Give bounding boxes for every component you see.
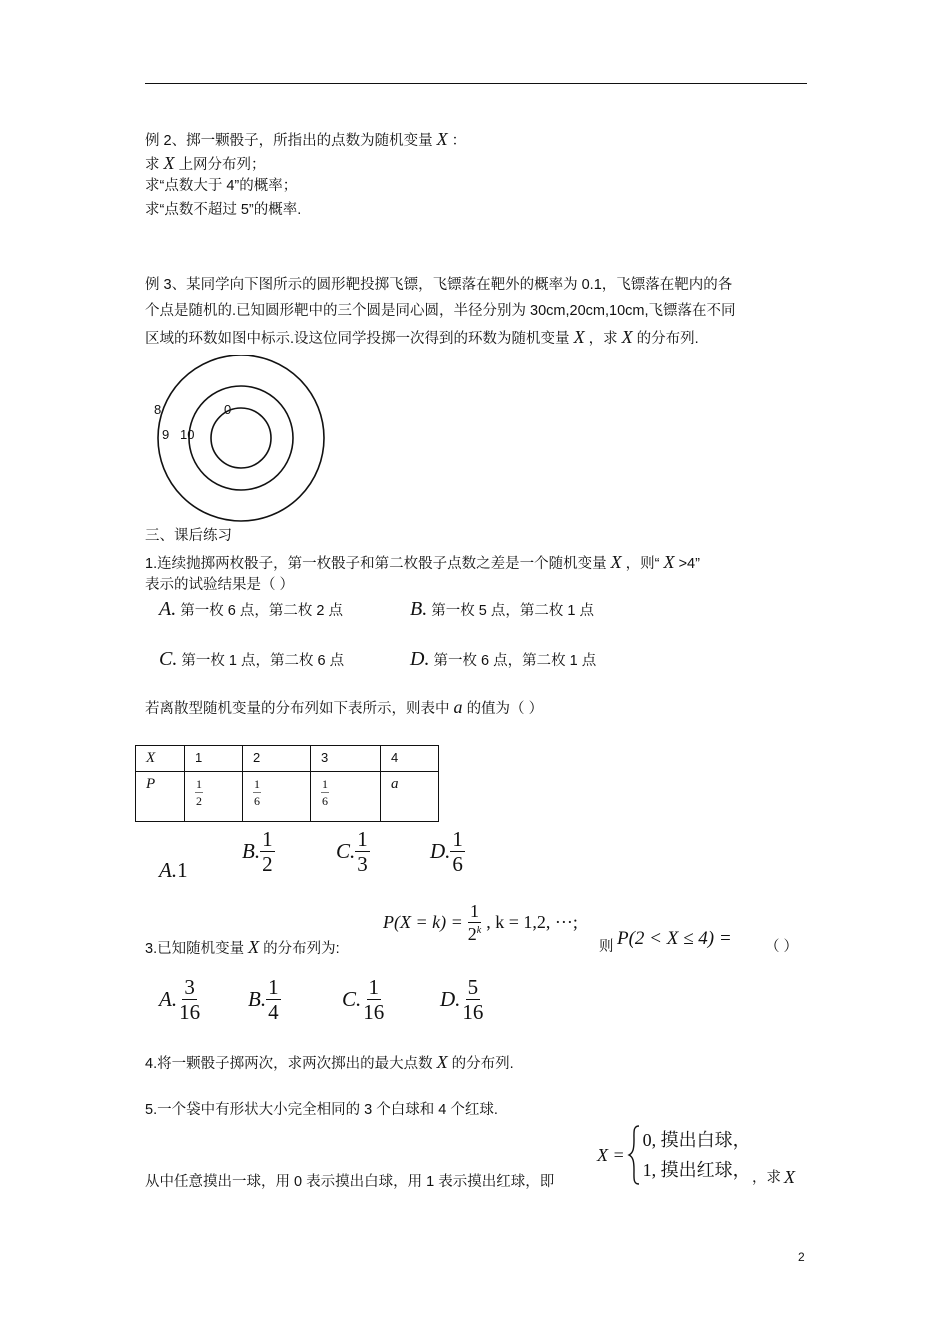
target-diagram xyxy=(140,355,340,525)
q1-option-a-letter: A. xyxy=(159,598,177,620)
ring-label-10: 10 xyxy=(180,427,195,442)
q1-option-d-letter: D. xyxy=(410,648,430,670)
ex3-line2: 个点是随机的.已知圆形靶中的三个圆是同心圆，半径分别为 30cm,20cm,10cm,飞镖落在不同 xyxy=(145,303,736,319)
q1-option-b[interactable] xyxy=(410,598,594,621)
q3-prob: P(2 < X ≤ 4) = xyxy=(617,928,732,949)
q3-paren: （ ） xyxy=(765,939,799,955)
q5-tail-var: X xyxy=(784,1167,795,1187)
left-brace-icon xyxy=(627,1124,641,1186)
q1-option-c-letter: C. xyxy=(159,648,178,670)
table-cell: 4 xyxy=(381,746,439,772)
q3-option-c-letter: C. xyxy=(342,987,362,1012)
q2-stem-var: a xyxy=(453,697,463,717)
q5-line2: 从中任意摸出一球，用 0 表示摸出白球，用 1 表示摸出红球，即 xyxy=(145,1174,555,1190)
q1-line1-b: ，则“ xyxy=(625,556,660,572)
q4-text xyxy=(145,1052,514,1074)
q2-option-a-letter: A. xyxy=(159,858,178,882)
ex3-line3-c: 的分布列. xyxy=(636,331,699,347)
ex3-var1: X xyxy=(573,327,585,347)
q2-option-d[interactable]: D. 1 6 xyxy=(430,827,463,877)
q5-line1: 5.一个袋中有形状大小完全相同的 3 个白球和 4 个红球. xyxy=(145,1102,498,1118)
q2-stem xyxy=(145,697,543,719)
ex2-var: X xyxy=(436,129,448,149)
table-cell: 2 xyxy=(243,746,311,772)
ex2-q1-pre: 求 xyxy=(145,157,160,173)
q1-option-b-text: 第一枚 5 点，第二枚 1 点 xyxy=(431,603,594,619)
ex3-line3 xyxy=(145,327,699,349)
q4-var: X xyxy=(436,1052,448,1072)
table-cell: 1 xyxy=(185,746,243,772)
header-rule xyxy=(145,83,807,84)
q4-text-a: 4.将一颗骰子掷两次，求两次掷出的最大点数 xyxy=(145,1056,433,1072)
q3-formula-right: , k = 1,2, ···; xyxy=(486,912,578,932)
q1-line1-c: >4” xyxy=(678,556,700,572)
ex2-line4: 求“点数不超过 5”的概率. xyxy=(145,202,302,218)
table-head-x: X xyxy=(136,746,185,772)
q3-formula-num: 1 xyxy=(469,901,479,921)
q2-option-c[interactable]: C. 1 3 xyxy=(336,827,368,877)
q4-text-b: 的分布列. xyxy=(451,1056,514,1072)
q3-option-d[interactable]: D. 5 16 xyxy=(440,975,484,1025)
table-row xyxy=(136,746,439,772)
q3-option-b[interactable]: B. 1 4 xyxy=(248,975,279,1025)
ring-label-8: 8 xyxy=(154,402,162,417)
q2-option-b[interactable]: B. 1 2 xyxy=(242,827,273,877)
ex3-line1: 例 3、某同学向下图所示的圆形靶投掷飞镖，飞镖落在靶外的概率为 0.1，飞镖落在靶内的各 xyxy=(145,277,733,293)
q1-option-d-text: 第一枚 6 点，第二枚 1 点 xyxy=(433,653,597,669)
q3-option-a-letter: A. xyxy=(159,987,178,1012)
q3-formula-den: 2 xyxy=(467,924,477,944)
q3-stem-b: 的分布列为: xyxy=(263,941,340,957)
q3-formula xyxy=(383,902,578,943)
page-number: 2 xyxy=(798,1250,805,1264)
q2-option-a-value: 1 xyxy=(177,858,188,882)
table-head-p: P xyxy=(136,772,185,822)
q5-case2: 1, 摸出红球， xyxy=(642,1160,751,1180)
q2-option-d-letter: D. xyxy=(430,839,451,864)
ex3-var2: X xyxy=(621,327,633,347)
target-inner-ring xyxy=(211,408,271,468)
q1-option-b-letter: B. xyxy=(410,598,428,620)
q3-stem-var: X xyxy=(248,937,260,957)
q3-formula-left: P(X = k) = xyxy=(383,912,463,932)
q3-option-a[interactable]: A. 3 16 xyxy=(159,975,201,1025)
q1-line1 xyxy=(145,552,700,574)
table-row xyxy=(136,772,439,822)
q3-option-c[interactable]: C. 1 16 xyxy=(342,975,385,1025)
ex2-q1-var: X xyxy=(163,153,175,173)
q2-stem-a: 若离散型随机变量的分布列如下表所示，则表中 xyxy=(145,701,450,717)
q5-case1: 0, 摸出白球， xyxy=(642,1130,751,1150)
q1-var2: X xyxy=(663,552,675,572)
q1-option-c-text: 第一枚 1 点，第二枚 6 点 xyxy=(181,653,345,669)
q3-option-b-letter: B. xyxy=(248,987,267,1012)
ex2-suffix: ： xyxy=(451,133,467,149)
q3-stem xyxy=(145,937,340,959)
q3-stem-a: 3.已知随机变量 xyxy=(145,941,245,957)
q3-then: 则 xyxy=(599,939,614,955)
q5-tail xyxy=(752,1167,795,1188)
table-cell: a xyxy=(381,772,439,822)
target-middle-ring xyxy=(189,386,293,490)
q2-option-c-letter: C. xyxy=(336,839,356,864)
ex2-line3: 求“点数大于 4”的概率； xyxy=(145,178,298,194)
ring-label-9: 9 xyxy=(162,427,170,442)
q1-var: X xyxy=(610,552,622,572)
ex3-line3-b: ，求 xyxy=(588,331,618,347)
q3-option-d-letter: D. xyxy=(440,987,461,1012)
table-cell: $\frac{1}{2}$ xyxy=(185,772,243,822)
ex2-q1-post: 上网分布列； xyxy=(178,157,266,173)
q5-piece-var: X = xyxy=(597,1144,625,1165)
q5-piecewise xyxy=(597,1124,751,1186)
q1-line1-a: 1.连续抛掷两枚骰子，第一枚骰子和第二枚骰子点数之差是一个随机变量 xyxy=(145,556,607,572)
table-cell: $\frac{1}{6}$ xyxy=(311,772,381,822)
q2-stem-b: 的值为（ ） xyxy=(466,701,544,717)
ex2-line1 xyxy=(145,129,466,151)
q2-option-b-letter: B. xyxy=(242,839,261,864)
q3-formula-exp: k xyxy=(476,925,482,936)
q5-tail-a: ，求 xyxy=(752,1169,781,1186)
table-cell: $\frac{1}{6}$ xyxy=(243,772,311,822)
q1-option-a-text: 第一枚 6 点，第二枚 2 点 xyxy=(180,603,343,619)
q1-option-a[interactable] xyxy=(159,598,343,621)
ex3-line3-a: 区域的环数如图中标示.设这位同学投掷一次得到的环数为随机变量 xyxy=(145,331,570,347)
q1-option-d[interactable] xyxy=(410,648,596,671)
distribution-table xyxy=(135,745,439,822)
ring-label-0: 0 xyxy=(224,402,232,417)
ex2-line2 xyxy=(145,153,266,175)
q1-option-c[interactable] xyxy=(159,648,344,671)
q1-line2: 表示的试验结果是（ ） xyxy=(145,577,295,593)
ex2-prefix: 例 2、掷一颗骰子，所指出的点数为随机变量 xyxy=(145,133,433,149)
section3-title: 三、课后练习 xyxy=(145,528,232,544)
q2-option-a[interactable] xyxy=(159,858,188,883)
table-cell: 3 xyxy=(311,746,381,772)
